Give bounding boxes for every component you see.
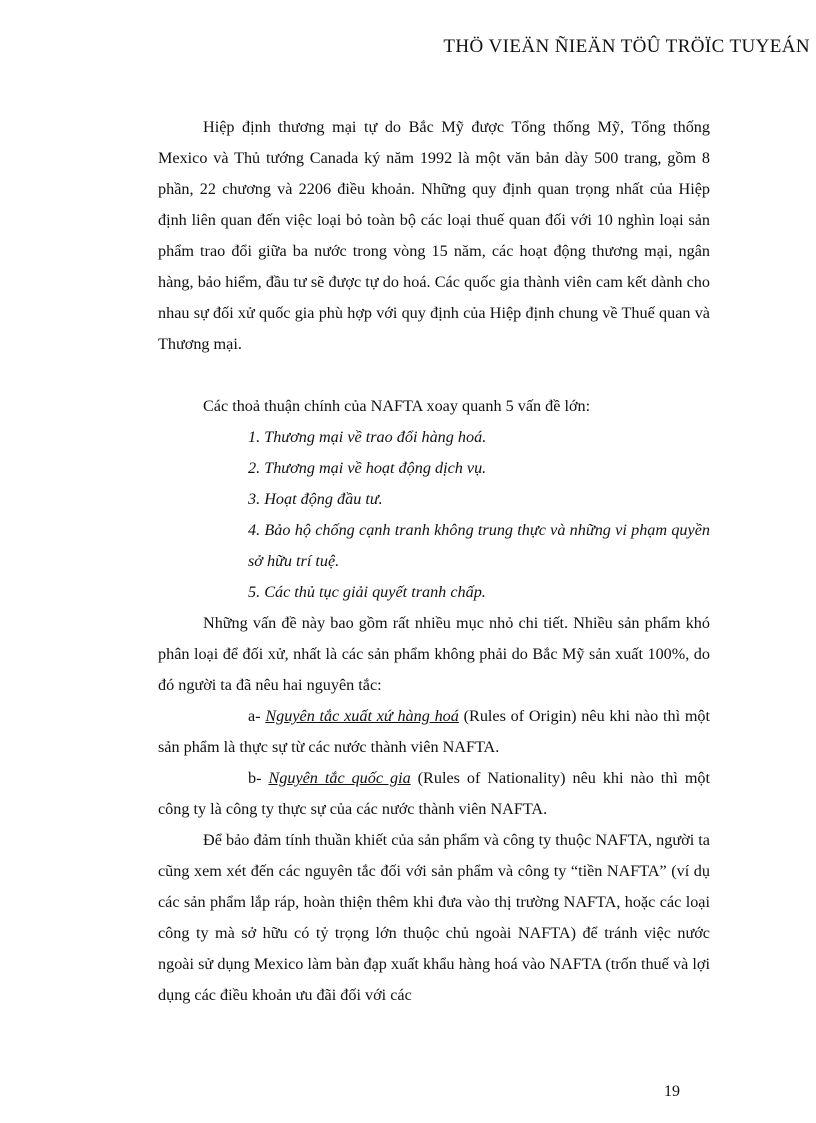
page-number: 19 bbox=[664, 1083, 680, 1100]
rule-term: Nguyên tắc xuất xứ hàng hoá bbox=[265, 707, 459, 725]
list-item: 1. Thương mại về trao đổi hàng hoá. bbox=[248, 428, 487, 446]
rule-nationality bbox=[158, 763, 710, 825]
paragraph-spacer bbox=[158, 360, 710, 391]
rule-prefix: a- bbox=[248, 707, 266, 725]
list-item: 4. Bảo hộ chống cạnh tranh không trung thực và những vi phạm quyền sở hữu trí tuệ. bbox=[248, 521, 710, 570]
paragraph-issues-intro: Các thoả thuận chính của NAFTA xoay quanh 5 vấn đề lớn: bbox=[203, 397, 591, 415]
paragraph-nafta-overview: Hiệp định thương mại tự do Bắc Mỹ được Tổng thống Mỹ, Tổng thống Mexico và Thủ tướng Canada ký năm 1992 là một văn bản dày 500 trang, gồm 8 phần, 22 chương và 2206 điều khoản. Những quy định quan trọng nhất của Hiệp định liên quan đến việc loại bỏ toàn bộ các loại thuế quan đối với 10 nghìn loại sản phẩm trao đổi giữa ba nước trong vòng 15 năm, các hoạt động thương mại, ngân hàng, bảo hiểm, đầu tư sẽ được tự do hoá. Các quốc gia thành viên cam kết dành cho nhau sự đối xử quốc gia phù hợp với quy định của Hiệp định chung về Thuế quan và Thương mại. bbox=[158, 118, 710, 353]
list-item: 5. Các thủ tục giải quyết tranh chấp. bbox=[248, 583, 486, 601]
paragraph-principles-intro: Những vấn đề này bao gồm rất nhiều mục nhỏ chi tiết. Nhiều sản phẩm khó phân loại để đối xử, nhất là các sản phẩm không phải do Bắc Mỹ sản xuất 100%, do đó người ta đã nêu hai nguyên tắc: bbox=[158, 614, 710, 694]
paragraph-purity: Để bảo đảm tính thuần khiết của sản phẩm và công ty thuộc NAFTA, người ta cũng xem xét đến các nguyên tắc đối với sản phẩm và công ty “tiền NAFTA” (ví dụ các sản phẩm lắp ráp, hoàn thiện thêm khi đưa vào thị trường NAFTA, hoặc các loại công ty mà sở hữu có tỷ trọng lớn thuộc chủ ngoài NAFTA) để tránh việc nước ngoài sử dụng Mexico làm bàn đạp xuất khẩu hàng hoá vào NAFTA (trốn thuế và lợi dụng các điều khoản ưu đãi đối với các bbox=[158, 831, 710, 1004]
page-header: THÖ VIEÄN ÑIEÄN TÖÛ TRÖÏC TUYEÁN bbox=[443, 36, 810, 57]
rule-origin bbox=[158, 701, 710, 763]
rule-description: (Rules of Origin) nêu khi nào thì một sản phẩm là thực sự từ các nước thành viên NAFTA. bbox=[158, 707, 711, 756]
document-body bbox=[158, 112, 710, 1011]
list-item: 2. Thương mại về hoạt động dịch vụ. bbox=[248, 459, 487, 477]
issues-list bbox=[158, 422, 710, 608]
rule-description: (Rules of Nationality) nêu khi nào thì một công ty là công ty thực sự của các nước thành viên NAFTA. bbox=[158, 769, 711, 818]
list-item: 3. Hoạt động đầu tư. bbox=[248, 490, 383, 508]
rule-term: Nguyên tắc quốc gia bbox=[268, 769, 411, 787]
rule-prefix: b- bbox=[248, 769, 269, 787]
